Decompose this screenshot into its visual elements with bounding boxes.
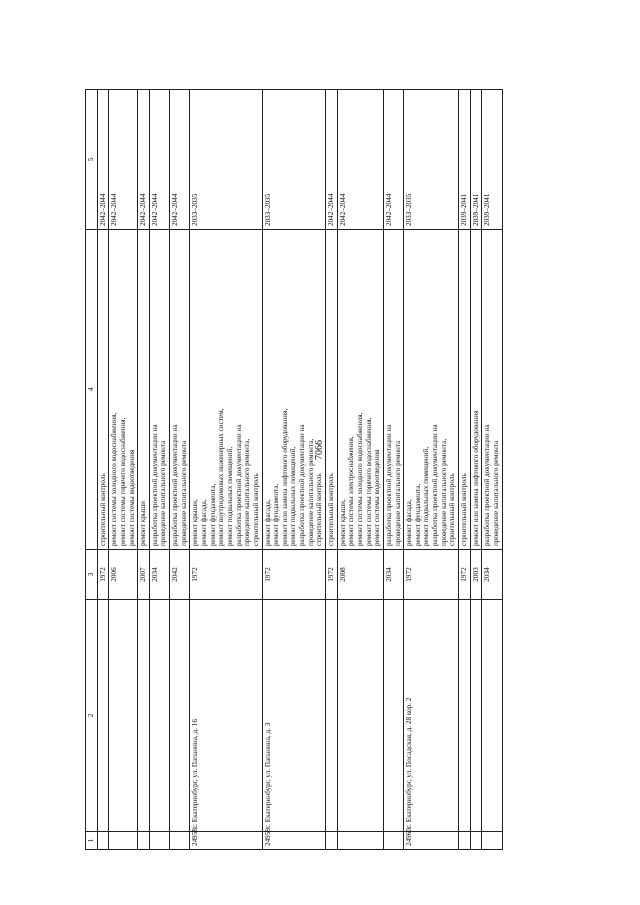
header-col-4: 4 [86, 230, 98, 550]
table-row [458, 90, 470, 850]
row-number-cell [138, 832, 150, 850]
table-row [482, 90, 502, 850]
period-cell: 2042–2044 [326, 90, 338, 230]
row-number-cell [337, 832, 383, 850]
work-type-cell: разработка проектной документации на проведение капитального ремонта [383, 230, 403, 550]
table-row [470, 90, 482, 850]
header-col-5: 5 [86, 90, 98, 230]
row-number-cell [482, 832, 502, 850]
address-cell [470, 600, 482, 832]
address-cell: г. Екатеринбург, ул. Папанина, д. 3 [262, 600, 325, 832]
capital-repair-table [85, 89, 503, 850]
work-type-cell: разработка проектной документации на проведение капитального ремонта [149, 230, 169, 550]
year-cell: 2008 [337, 550, 383, 600]
row-number-cell [97, 832, 109, 850]
period-cell: 2039–2041 [470, 90, 482, 230]
period-cell: 2042–2044 [97, 90, 109, 230]
work-type-cell: ремонт фасада, ремонт фундамента, ремонт подвальных помещений, разработка проектной документации на проведение капитального ремонта, строительный контроль [404, 230, 459, 550]
period-cell: 2033–2035 [190, 90, 262, 230]
year-cell: 1972 [262, 550, 325, 600]
work-type-cell: ремонт фасада, ремонт фундамента, ремонт или замена лифтового оборудования, ремонт подвальных помещений, разработка проектной документации на проведение капитального ремонта, строительный контроль [262, 230, 325, 550]
work-type-cell: ремонт крыши, ремонт фасада, ремонт фундамента, ремонт внутридомовых инженерных систем, ремонт подвальных помещений, разработка проектной документации на проведение капитального ремонта, строительный контроль [190, 230, 262, 550]
rotated-table-wrapper [85, 90, 595, 850]
row-number-cell [109, 832, 138, 850]
row-number-cell [383, 832, 403, 850]
year-cell: 2034 [149, 550, 169, 600]
period-cell: 2042–2044 [383, 90, 403, 230]
header-row [86, 90, 98, 850]
header-col-3: 3 [86, 550, 98, 600]
address-cell [109, 600, 138, 832]
period-cell: 2042–2044 [149, 90, 169, 230]
row-number-cell [470, 832, 482, 850]
year-cell: 1972 [190, 550, 262, 600]
row-number-cell [326, 832, 338, 850]
period-cell: 2039–2041 [458, 90, 470, 230]
table-row [97, 90, 109, 850]
address-cell [149, 600, 169, 832]
year-cell: 2042 [170, 550, 190, 600]
work-type-cell: ремонт системы холодного водоснабжения, ремонт системы горячего водоснабжения, ремонт системы водоотведения [109, 230, 138, 550]
header-col-1: 1 [86, 832, 98, 850]
row-number-cell [149, 832, 169, 850]
year-cell: 1972 [326, 550, 338, 600]
period-cell: 2042–2044 [138, 90, 150, 230]
table-row [262, 90, 325, 850]
work-type-cell: строительный контроль [97, 230, 109, 550]
year-cell: 2034 [482, 550, 502, 600]
year-cell: 2007 [138, 550, 150, 600]
address-cell [170, 600, 190, 832]
page-number: 7066 [314, 440, 325, 460]
year-cell: 2034 [383, 550, 403, 600]
year-cell: 1972 [97, 550, 109, 600]
year-cell: 2006 [109, 550, 138, 600]
table-row [138, 90, 150, 850]
address-cell [458, 600, 470, 832]
work-type-cell: строительный контроль [326, 230, 338, 550]
row-number-cell: 24960. [404, 832, 459, 850]
address-cell [326, 600, 338, 832]
header-col-2: 2 [86, 600, 98, 832]
work-type-cell: ремонт или замена лифтового оборудования [470, 230, 482, 550]
period-cell: 2042–2044 [170, 90, 190, 230]
work-type-cell: разработка проектной документации на проведение капитального ремонта [170, 230, 190, 550]
table-row [170, 90, 190, 850]
work-type-cell: ремонт крыши [138, 230, 150, 550]
address-cell [482, 600, 502, 832]
address-cell [138, 600, 150, 832]
period-cell: 2033–2035 [262, 90, 325, 230]
period-cell: 2039–2041 [482, 90, 502, 230]
table-row [404, 90, 459, 850]
period-cell: 2042–2044 [109, 90, 138, 230]
period-cell: 2042–2044 [337, 90, 383, 230]
row-number-cell [458, 832, 470, 850]
year-cell: 1972 [458, 550, 470, 600]
table-body [97, 90, 502, 850]
row-number-cell: 24958. [190, 832, 262, 850]
table-row [326, 90, 338, 850]
address-cell [383, 600, 403, 832]
address-cell: г. Екатеринбург, ул. Посадская, д. 28 кор. 2 [404, 600, 459, 832]
period-cell: 2033–2035 [404, 90, 459, 230]
address-cell: г. Екатеринбург, ул. Папанина, д. 16 [190, 600, 262, 832]
table-row [109, 90, 138, 850]
work-type-cell: ремонт крыши, ремонт системы электроснабжения, ремонт системы холодного водоснабжения, ремонт системы горячего водоснабжения, ремонт системы водоотведения [337, 230, 383, 550]
table-row [383, 90, 403, 850]
year-cell: 2003 [470, 550, 482, 600]
year-cell: 1972 [404, 550, 459, 600]
address-cell [337, 600, 383, 832]
work-type-cell: строительный контроль [458, 230, 470, 550]
work-type-cell: разработка проектной документации на проведение капитального ремонта [482, 230, 502, 550]
table-row [337, 90, 383, 850]
table-row [190, 90, 262, 850]
row-number-cell: 24959. [262, 832, 325, 850]
row-number-cell [170, 832, 190, 850]
address-cell [97, 600, 109, 832]
table-row [149, 90, 169, 850]
